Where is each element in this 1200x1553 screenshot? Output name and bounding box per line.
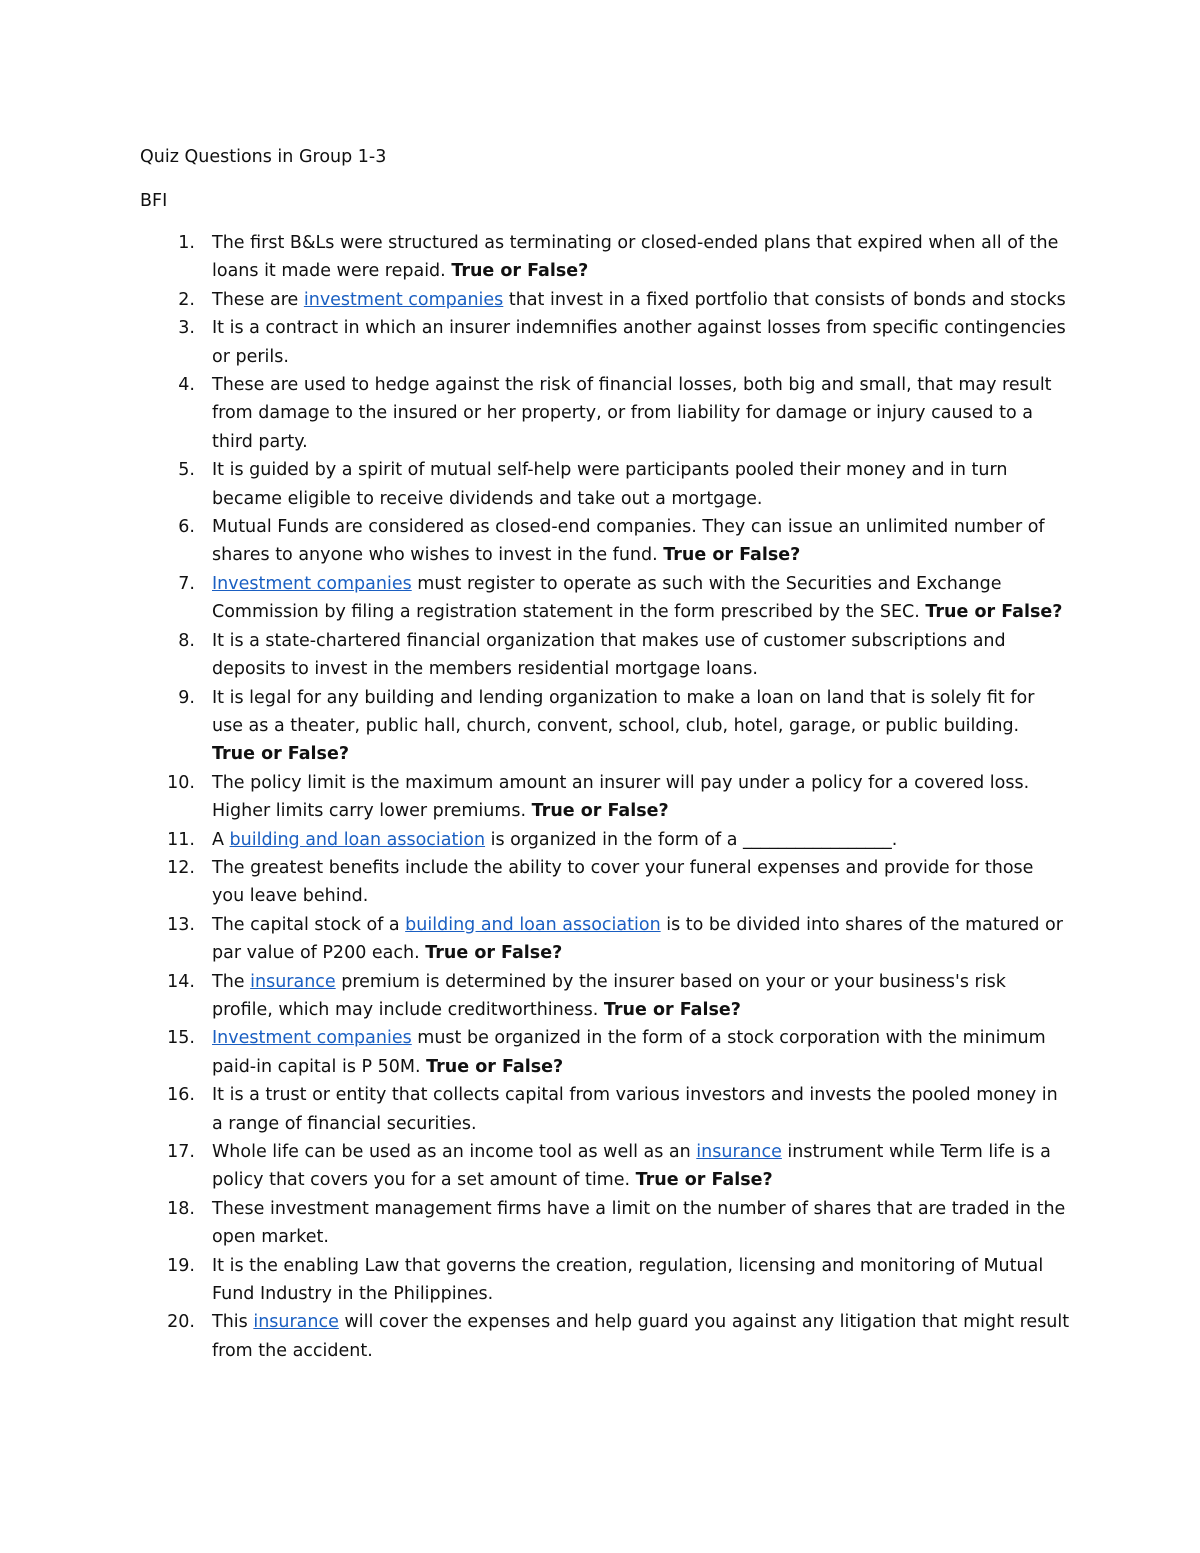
question-text-segment: These are used to hedge against the risk of financial losses, both big and small, that may result from damage to the insured or her property, or from liability for damage or injury caused to a third party. — [212, 375, 1052, 452]
true-or-false-label: True or False? — [925, 602, 1063, 623]
question-number: 7. — [178, 573, 195, 594]
question-text-segment: must be organized in the form of a stock corporation with the minimum paid-in capital is P 50M. — [212, 1028, 1046, 1077]
question-item — [140, 513, 1070, 570]
keyword-link[interactable]: insurance — [253, 1312, 339, 1333]
question-number: 8. — [178, 630, 195, 651]
question-text — [212, 1256, 1043, 1304]
question-number: 2. — [178, 289, 195, 310]
question-item — [140, 1195, 1070, 1252]
question-number: 17. — [167, 1142, 195, 1162]
keyword-link[interactable]: insurance — [696, 1142, 782, 1162]
keyword-link[interactable]: building and loan association — [229, 829, 486, 850]
keyword-link[interactable]: investment companies — [303, 289, 504, 310]
question-text-segment: These are — [212, 289, 304, 310]
question-text-segment: These investment management firms have a limit on the number of shares that are traded in the open market. — [212, 1198, 1066, 1248]
question-item — [140, 1138, 1070, 1195]
true-or-false-label: True or False? — [603, 999, 741, 1020]
question-item — [140, 1081, 1070, 1138]
question-text — [212, 290, 1066, 310]
question-text — [212, 858, 1033, 906]
question-item — [140, 229, 1070, 286]
question-text-segment: that invest in a fixed portfolio that consists of bonds and stocks — [503, 289, 1066, 310]
question-number: 6. — [178, 517, 195, 538]
question-text — [212, 233, 1058, 281]
question-text-segment: The policy limit is the maximum amount an insurer will pay under a policy for a covered loss. Higher limits carry lower premiums. — [212, 772, 1030, 822]
question-text — [212, 460, 1008, 508]
question-text — [212, 1028, 1046, 1076]
question-text-segment: is organized in the form of a _________________. — [485, 829, 898, 850]
question-text-segment: It is a state-chartered financial organization that makes use of customer subscriptions and deposits to invest in the members residential mortgage loans. — [212, 630, 1006, 680]
question-item — [140, 1024, 1070, 1081]
question-text-segment: It is the enabling Law that governs the creation, regulation, licensing and monitoring of Mutual Fund Industry in the Philippines. — [212, 1255, 1044, 1305]
keyword-link[interactable]: Investment companies — [212, 573, 412, 594]
document-title: Quiz Questions in Group 1-3 — [140, 147, 387, 167]
question-number: 4. — [178, 375, 195, 396]
question-text — [212, 375, 1052, 452]
keyword-link[interactable]: Investment companies — [212, 1028, 412, 1049]
question-item — [140, 1308, 1070, 1365]
keyword-link[interactable]: insurance — [250, 971, 336, 992]
question-item — [140, 456, 1070, 513]
question-text — [212, 1312, 1069, 1360]
question-text — [212, 688, 1034, 736]
question-item — [140, 371, 1070, 456]
question-item — [140, 627, 1070, 684]
true-or-false-label: True or False? — [635, 1170, 773, 1191]
question-text-segment: will cover the expenses and help guard you against any litigation that might result from the accident. — [212, 1312, 1070, 1361]
question-text — [212, 574, 1062, 622]
question-number: 20. — [167, 1312, 195, 1333]
question-text — [212, 972, 1006, 1020]
question-text-segment: The first B&Ls were structured as terminating or closed-ended plans that expired when all of the loans it made were repaid. — [212, 233, 1059, 282]
question-text-segment: The — [212, 971, 251, 992]
question-item — [140, 1252, 1070, 1309]
question-text — [212, 830, 897, 850]
question-text-segment: The capital stock of a — [212, 914, 406, 935]
true-or-false-label: True or False? — [426, 1056, 564, 1077]
question-text — [212, 517, 1045, 565]
question-text — [212, 773, 1029, 821]
question-text — [212, 631, 1006, 679]
question-number: 19. — [167, 1255, 195, 1276]
question-text-segment: must register to operate as such with the Securities and Exchange Commission by filing a registration statement in the form prescribed by the SEC. — [212, 573, 1002, 623]
true-or-false-label: True or False? — [451, 261, 589, 282]
question-number: 9. — [178, 687, 195, 708]
question-text-segment: This — [212, 1312, 254, 1333]
question-number: 13. — [167, 914, 195, 935]
question-text-segment: Whole life can be used as an income tool as well as an — [212, 1142, 697, 1162]
question-item — [140, 769, 1070, 826]
true-or-false-label: True or False? — [531, 801, 669, 822]
question-number: 18. — [167, 1198, 195, 1219]
question-text — [212, 1142, 1051, 1190]
true-or-false-label: True or False? — [212, 744, 349, 765]
question-text-segment: premium is determined by the insurer based on your or your business's risk profile, which may include creditworthiness. — [212, 971, 1006, 1020]
question-item — [140, 286, 1070, 314]
section-label: BFI — [140, 191, 168, 211]
question-item — [140, 968, 1070, 1025]
question-text — [212, 915, 1063, 963]
keyword-link[interactable]: building and loan association — [405, 914, 661, 935]
question-item — [140, 684, 1070, 769]
question-text-segment: It is legal for any building and lending organization to make a loan on land that is solely fit for use as a theater, public hall, church, convent, school, club, hotel, garage, or public building. — [212, 687, 1035, 736]
question-item — [140, 826, 1070, 854]
question-number: 14. — [167, 971, 195, 992]
question-item — [140, 854, 1070, 911]
question-number: 3. — [178, 318, 195, 339]
question-text-segment: instrument while Term life is a policy that covers you for a set amount of time. — [212, 1142, 1051, 1191]
question-number: 10. — [167, 772, 195, 793]
question-item — [140, 911, 1070, 968]
question-list — [140, 229, 1070, 1365]
question-text-segment: is to be divided into shares of the matured or par value of P200 each. — [212, 914, 1063, 964]
question-number: 12. — [167, 857, 195, 878]
question-item — [140, 570, 1070, 627]
true-or-false-label: True or False? — [663, 545, 801, 566]
question-number: 11. — [167, 829, 195, 850]
question-text-segment: It is a trust or entity that collects capital from various investors and invests the pooled money in a range of financial securities. — [212, 1085, 1058, 1134]
question-text — [212, 318, 1066, 366]
question-item — [140, 314, 1070, 371]
question-text-segment: A — [212, 829, 230, 850]
question-text-segment: Mutual Funds are considered as closed-end companies. They can issue an unlimited number of shares to anyone who wishes to invest in the fund. — [212, 517, 1045, 566]
question-text — [212, 1085, 1058, 1133]
question-text-segment: It is guided by a spirit of mutual self-help were participants pooled their money and in turn became eligible to receive dividends and take out a mortgage. — [212, 460, 1008, 509]
question-number: 16. — [167, 1085, 195, 1106]
true-or-false-label: True or False? — [425, 943, 563, 964]
question-text-segment: It is a contract in which an insurer indemnifies another against losses from specific contingencies or perils. — [212, 318, 1066, 367]
question-number: 5. — [178, 460, 195, 481]
question-number: 15. — [167, 1028, 195, 1049]
question-text — [212, 1199, 1065, 1247]
question-text-segment: The greatest benefits include the ability to cover your funeral expenses and provide for those you leave behind. — [212, 857, 1034, 907]
question-number: 1. — [178, 233, 195, 253]
